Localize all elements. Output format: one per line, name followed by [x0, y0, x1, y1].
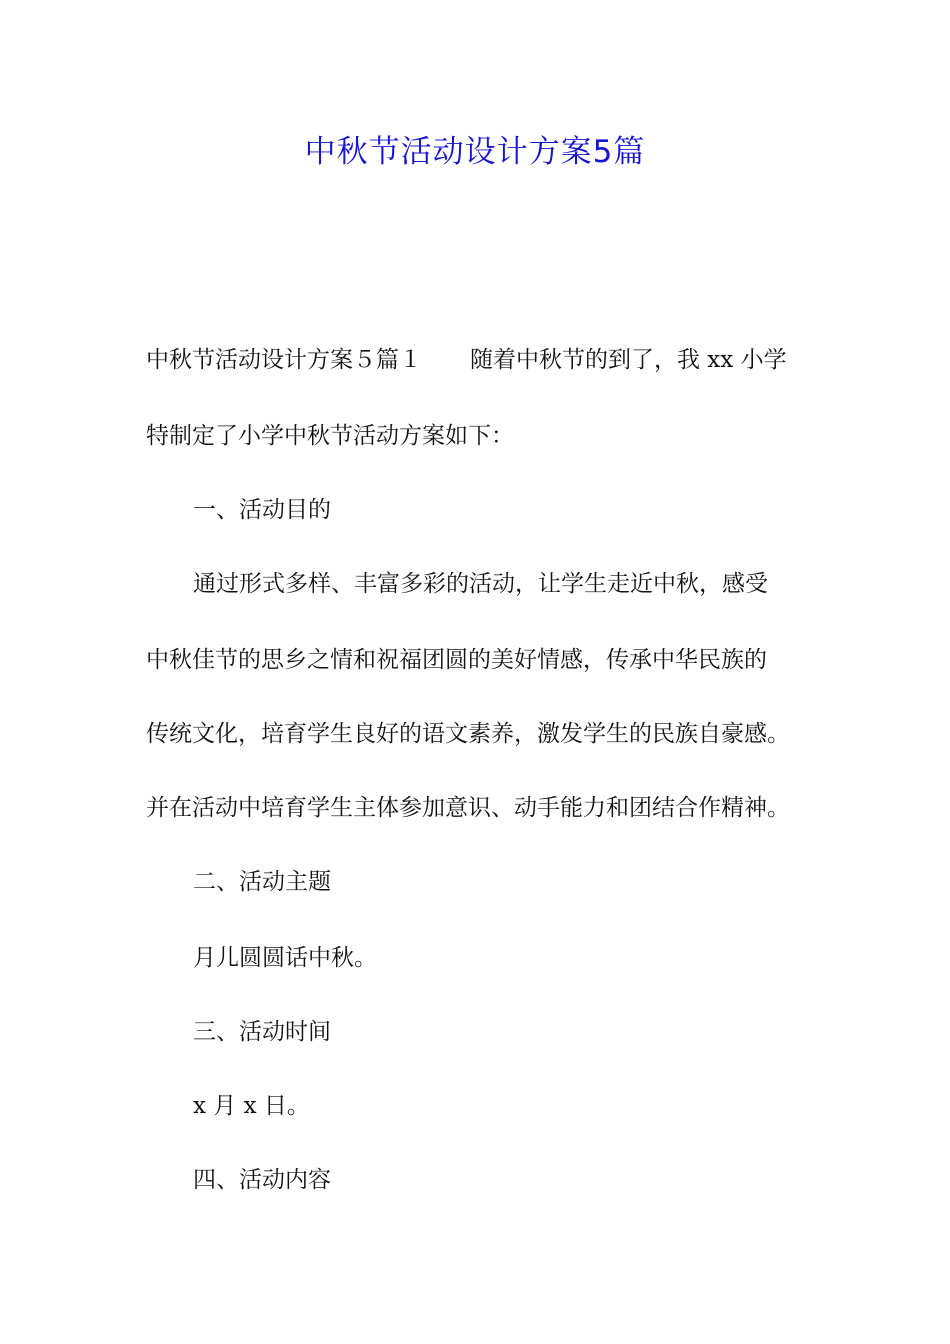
paragraph-line-1	[146, 344, 787, 376]
paragraph-line-5: 中秋佳节的思乡之情和祝福团圆的美好情感，传承中华民族的	[146, 647, 767, 673]
paragraph-line-2: 特制定了小学中秋节活动方案如下：	[146, 423, 514, 449]
heading-activity-theme: 二、活动主题	[193, 869, 331, 895]
paragraph-line-7: 并在活动中培育学生主体参加意识、动手能力和团结合作精神。	[146, 795, 790, 821]
paragraph-line-4: 通过形式多样、丰富多彩的活动，让学生走近中秋，感受	[193, 571, 768, 597]
intro-text: 随着中秋节的到了，我 xx 小学	[470, 347, 787, 373]
document-title: 中秋节活动设计方案5篇	[304, 134, 646, 170]
section-heading-inline: 中秋节活动设计方案５篇１	[146, 347, 422, 373]
heading-activity-purpose: 一、活动目的	[193, 497, 331, 523]
paragraph-time: x 月 x 日。	[193, 1093, 310, 1119]
heading-activity-content: 四、活动内容	[193, 1167, 331, 1193]
paragraph-line-6: 传统文化，培育学生良好的语文素养，激发学生的民族自豪感。	[146, 721, 790, 747]
paragraph-theme: 月儿圆圆话中秋。	[193, 945, 377, 971]
heading-activity-time: 三、活动时间	[193, 1019, 331, 1045]
